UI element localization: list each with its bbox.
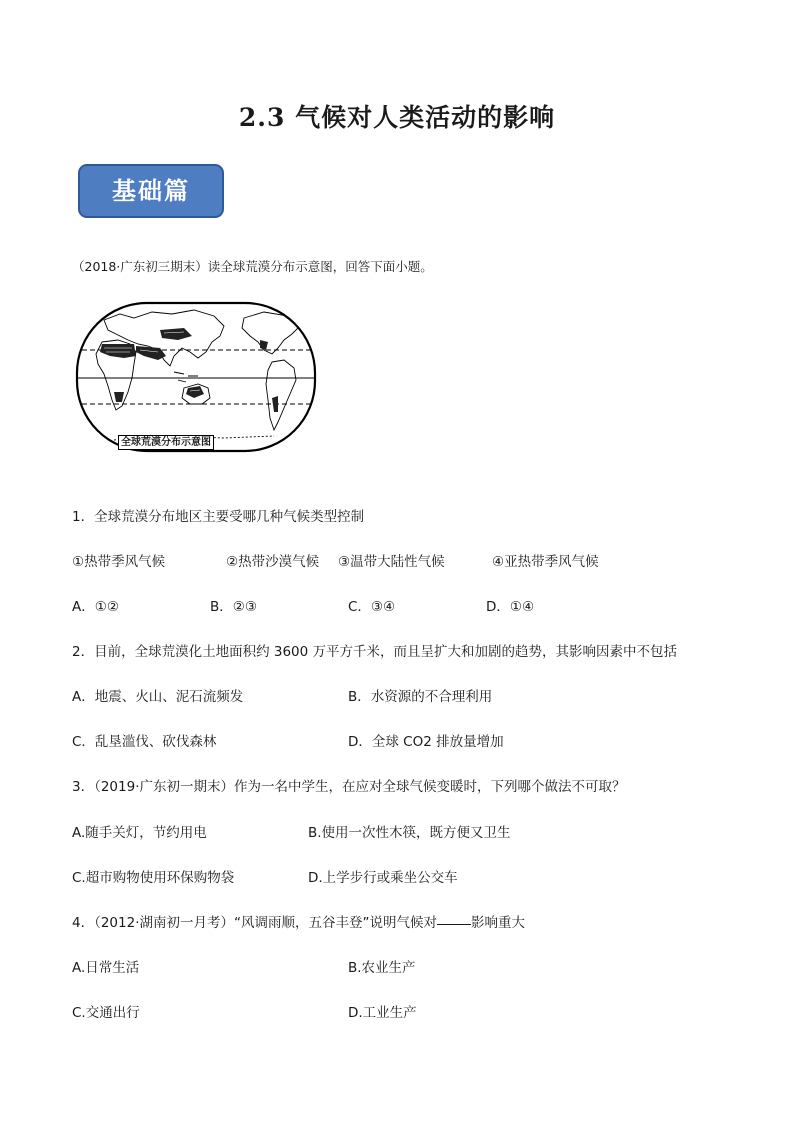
q1-option-b: B．②③ — [210, 599, 257, 615]
q4-stem-after: 影响重大 — [470, 915, 525, 931]
q4-option-c: C.交通出行 — [72, 1005, 140, 1021]
page-title: 2.3 气候对人类活动的影响 — [238, 103, 556, 132]
q3-option-d: D.上学步行或乘坐公交车 — [308, 870, 458, 886]
q3-option-b: B.使用一次性木筷，既方便又卫生 — [308, 825, 511, 841]
q1-item-3: ③温带大陆性气候 — [338, 554, 445, 570]
intro-text: （2018·广东初三期末）读全球荒漠分布示意图，回答下面小题。 — [72, 259, 433, 274]
q1-option-c: C．③④ — [348, 599, 396, 615]
q1-item-4: ④亚热带季风气候 — [492, 554, 599, 570]
q1-option-d: D．①④ — [486, 599, 535, 615]
q2-option-a: A．地震、火山、泥石流频发 — [72, 689, 244, 705]
q2-option-c: C．乱垦滥伐、砍伐森林 — [72, 734, 217, 750]
q4-option-d: D.工业生产 — [348, 1005, 417, 1021]
q1-item-1: ①热带季风气候 — [72, 554, 166, 570]
q3-option-a: A.随手关灯，节约用电 — [72, 825, 207, 841]
question-2-stem: 2．目前，全球荒漠化土地面积约 3600 万平方千米，而且呈扩大和加剧的趋势，其影响因素中不包括 — [72, 644, 678, 660]
q1-option-a: A．①② — [72, 599, 119, 615]
q2-option-b: B．水资源的不合理利用 — [348, 689, 493, 705]
question-4-stem — [72, 911, 525, 931]
world-desert-map — [74, 300, 318, 454]
q2-option-d: D．全球 CO2 排放量增加 — [348, 734, 504, 750]
q3-option-c: C.超市购物使用环保购物袋 — [72, 870, 235, 886]
q4-option-b: B.农业生产 — [348, 960, 416, 976]
q1-item-2: ②热带沙漠气候 — [226, 554, 320, 570]
section-badge: 基础篇 — [78, 164, 224, 218]
question-1-stem: 1．全球荒漠分布地区主要受哪几种气候类型控制 — [72, 509, 365, 525]
q4-stem-before: 4．（2012·湖南初一月考）“风调雨顺，五谷丰登”说明气候对 — [72, 915, 437, 931]
map-caption: 全球荒漠分布示意图 — [118, 435, 214, 450]
q4-option-a: A.日常生活 — [72, 960, 140, 976]
question-3-stem: 3．（2019·广东初一期末）作为一名中学生，在应对全球气候变暖时，下列哪个做法不可取？ — [72, 779, 626, 795]
answer-blank — [437, 923, 471, 925]
